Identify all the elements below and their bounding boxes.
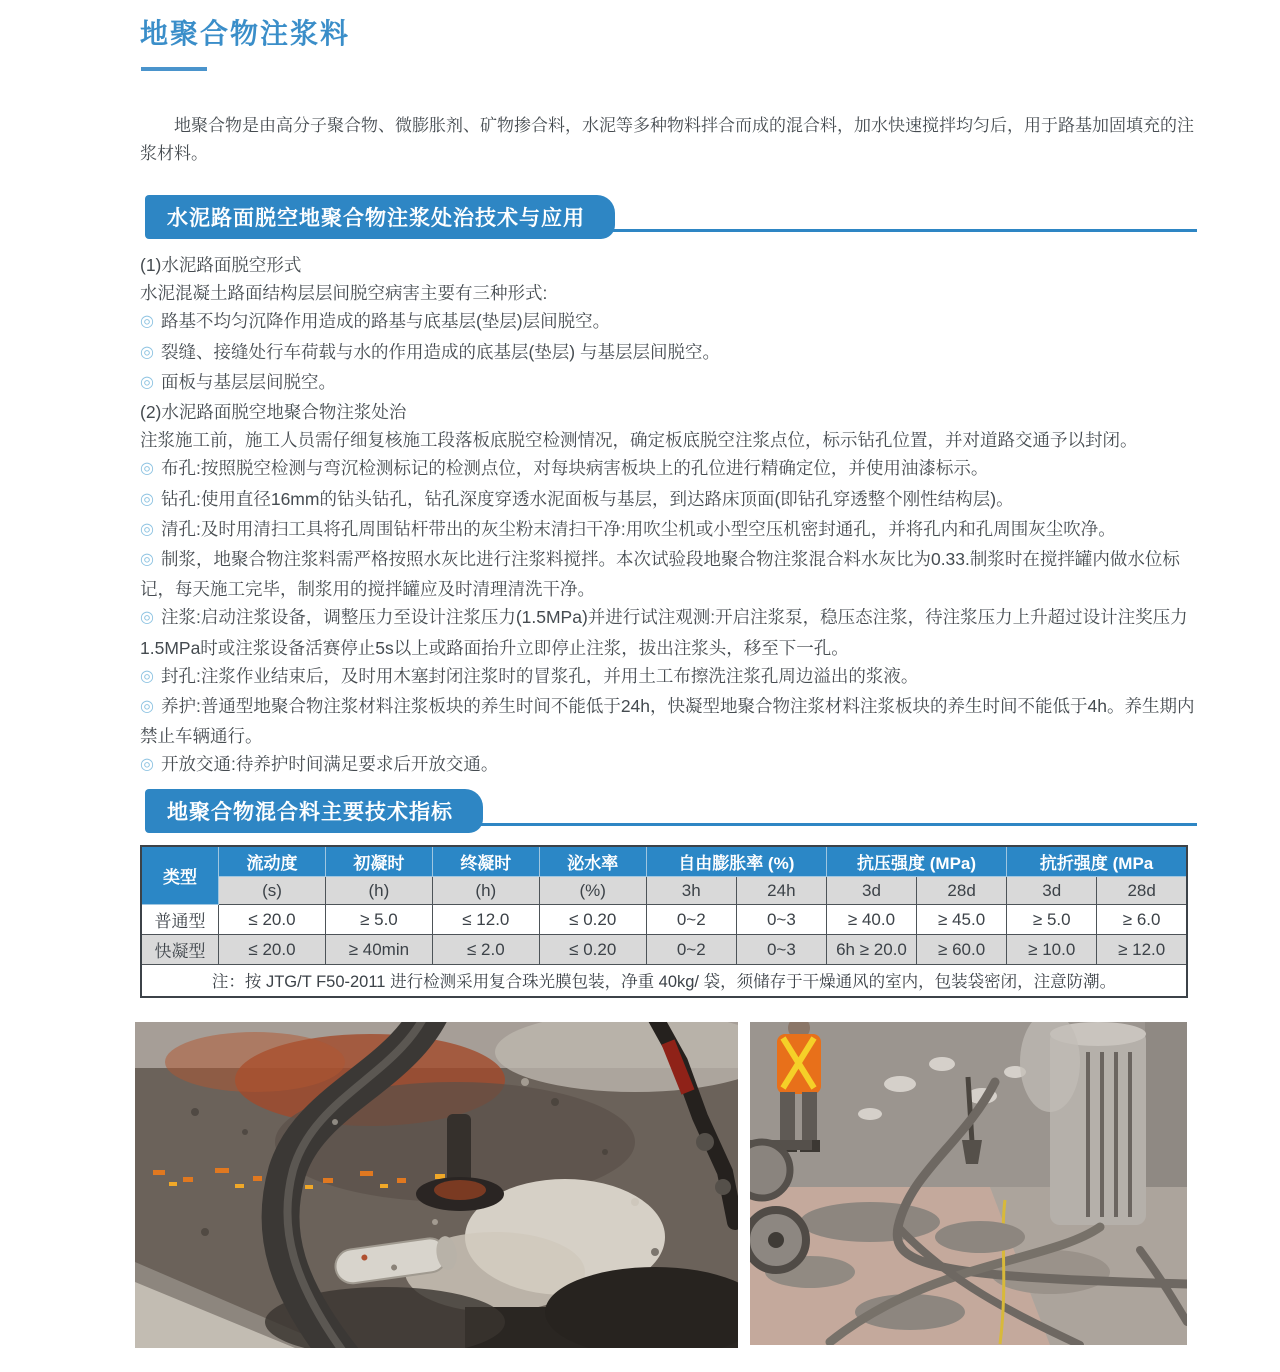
cell-value: 0~2 xyxy=(646,905,736,935)
page-title: 地聚合物注浆料 xyxy=(140,18,351,49)
bullet-ring-icon: ◎ xyxy=(140,313,154,331)
bullet-item: ◎ 养护:普通型地聚合物注浆材料注浆板块的养生时间不能低于24h，快凝型地聚合物注浆材料注浆板块的养生时间不能低于4h。养生期内禁止车辆通行。 xyxy=(140,696,1195,747)
subheader-unit: (%) xyxy=(539,877,646,905)
table-header-row xyxy=(141,846,1187,877)
header-flexural-strength: 抗折强度 (MPa xyxy=(1007,846,1187,877)
section-banner-grouting-technique: 水泥路面脱空地聚合物注浆处治技术与应用 xyxy=(145,195,615,239)
bullet-item: ◎ 钻孔:使用直径16mm的钻头钻孔，钻孔深度穿透水泥面板与基层，到达路床顶面(即钻孔穿透整个刚性结构层)。 xyxy=(140,488,1014,509)
bullet-ring-icon: ◎ xyxy=(140,609,154,627)
cell-value: ≥ 5.0 xyxy=(1007,905,1097,935)
header-free-expansion: 自由膨胀率 (%) xyxy=(646,846,826,877)
header-final-set: 终凝时 xyxy=(432,846,539,877)
cell-value: 0~3 xyxy=(736,905,826,935)
bullet-item: ◎ 开放交通:待养护时间满足要求后开放交通。 xyxy=(140,754,499,775)
subheader-age: 3h xyxy=(646,877,736,905)
bullet-ring-icon: ◎ xyxy=(140,343,154,361)
title-divider xyxy=(141,67,207,71)
paragraph: 水泥混凝土路面结构层层间脱空病害主要有三种形式: xyxy=(140,283,548,304)
paragraph: 注浆施工前，施工人员需仔细复核施工段落板底脱空检测情况，确定板底脱空注浆点位，标示钻孔位置，并对道路交通予以封闭。 xyxy=(140,430,1138,451)
cell-value: ≤ 0.20 xyxy=(539,905,646,935)
cell-value: 6h ≥ 20.0 xyxy=(826,935,916,965)
row-type-label: 快凝型 xyxy=(141,935,219,965)
subheader-age: 28d xyxy=(917,877,1007,905)
subheader-age: 3d xyxy=(826,877,916,905)
photo-pavement-grouting-hose xyxy=(135,1022,738,1348)
subheader-unit: (h) xyxy=(432,877,539,905)
paragraph: (1)水泥路面脱空形式 xyxy=(140,255,302,275)
subheader-age: 24h xyxy=(736,877,826,905)
cell-value: ≥ 12.0 xyxy=(1097,935,1187,965)
bullet-item: ◎ 面板与基层层间脱空。 xyxy=(140,371,336,392)
table-note-row xyxy=(141,965,1187,997)
bullet-item: ◎ 路基不均匀沉降作用造成的路基与底基层(垫层)层间脱空。 xyxy=(140,311,611,332)
header-type: 类型 xyxy=(141,846,219,905)
bullet-ring-icon: ◎ xyxy=(140,520,154,538)
header-compressive-strength: 抗压强度 (MPa) xyxy=(826,846,1006,877)
cell-value: ≥ 6.0 xyxy=(1097,905,1187,935)
bullet-ring-icon: ◎ xyxy=(140,756,154,774)
technical-specs-table xyxy=(140,845,1188,998)
bullet-item: ◎ 清孔:及时用清扫工具将孔周围钻杆带出的灰尘粉末清扫干净:用吹尘机或小型空压机密封通孔，并将孔内和孔周围灰尘吹净。 xyxy=(140,518,1116,539)
bullet-ring-icon: ◎ xyxy=(140,490,154,508)
bullet-ring-icon: ◎ xyxy=(140,373,154,391)
bullet-item: ◎ 制浆，地聚合物注浆料需严格按照水灰比进行注浆料搅拌。本次试验段地聚合物注浆混合料水灰比为0.33.制浆时在搅拌罐内做水位标记，每天施工完毕，制浆用的搅拌罐应及时清理清洗干净。 xyxy=(140,549,1180,600)
header-fluidity: 流动度 xyxy=(219,846,326,877)
cell-value: ≤ 12.0 xyxy=(432,905,539,935)
section-banner-technical-specs: 地聚合物混合料主要技术指标 xyxy=(145,789,483,833)
bullet-ring-icon: ◎ xyxy=(140,551,154,569)
table-row-fast-setting-type xyxy=(141,935,1187,965)
paragraph: (2)水泥路面脱空地聚合物注浆处治 xyxy=(140,402,407,423)
photo-left-illustration xyxy=(135,1022,738,1348)
subheader-unit: (h) xyxy=(325,877,432,905)
cell-value: ≥ 10.0 xyxy=(1007,935,1097,965)
cell-value: ≤ 20.0 xyxy=(219,935,326,965)
bullet-item: ◎ 封孔:注浆作业结束后，及时用木塞封闭注浆时的冒浆孔，并用土工布擦洗注浆孔周边溢出的浆液。 xyxy=(140,665,919,686)
cell-value: ≥ 5.0 xyxy=(325,905,432,935)
table-subheader-row xyxy=(141,877,1187,905)
bullet-item: ◎ 注浆:启动注浆设备，调整压力至设计注浆压力(1.5MPa)并进行试注观测:开启注浆泵，稳压态注浆，待注浆压力上升超过设计注奖压力1.5MPa时或注浆设备活赛停止5s以上或路面抬升立即停止注浆，拔出注浆头，移至下一孔。 xyxy=(140,607,1188,658)
cell-value: ≤ 0.20 xyxy=(539,935,646,965)
cell-value: ≤ 20.0 xyxy=(219,905,326,935)
cell-value: 0~2 xyxy=(646,935,736,965)
cell-value: ≤ 2.0 xyxy=(432,935,539,965)
cell-value: ≥ 40.0 xyxy=(826,905,916,935)
bullet-ring-icon: ◎ xyxy=(140,667,154,685)
cell-value: ≥ 60.0 xyxy=(917,935,1007,965)
table-row-normal-type xyxy=(141,905,1187,935)
subheader-age: 3d xyxy=(1007,877,1097,905)
header-initial-set: 初凝时 xyxy=(325,846,432,877)
cell-value: ≥ 40min xyxy=(325,935,432,965)
table-note: 注：按 JTG/T F50-2011 进行检测采用复合珠光膜包装，净重 40kg/ 袋，须储存于干燥通风的室内，包装袋密闭，注意防潮。 xyxy=(141,965,1187,997)
section-body-text xyxy=(140,251,1198,781)
subheader-age: 28d xyxy=(1097,877,1187,905)
header-bleeding-rate: 泌水率 xyxy=(539,846,646,877)
photo-jobsite-grouting-equipment xyxy=(750,1022,1187,1345)
bullet-item: ◎ 裂缝、接缝处行车荷载与水的作用造成的底基层(垫层) 与基层层间脱空。 xyxy=(140,341,720,362)
row-type-label: 普通型 xyxy=(141,905,219,935)
cell-value: ≥ 45.0 xyxy=(917,905,1007,935)
photo-right-illustration xyxy=(750,1022,1187,1345)
intro-paragraph: 地聚合物是由高分子聚合物、微膨胀剂、矿物掺合料，水泥等多种物料拌合而成的混合料，加水快速搅拌均匀后，用于路基加固填充的注浆材料。 xyxy=(140,116,1194,163)
subheader-unit: (s) xyxy=(219,877,326,905)
bullet-ring-icon: ◎ xyxy=(140,698,154,716)
bullet-item: ◎ 布孔:按照脱空检测与弯沉检测标记的检测点位，对每块病害板块上的孔位进行精确定位，并使用油漆标示。 xyxy=(140,458,989,479)
bullet-ring-icon: ◎ xyxy=(140,460,154,478)
cell-value: 0~3 xyxy=(736,935,826,965)
